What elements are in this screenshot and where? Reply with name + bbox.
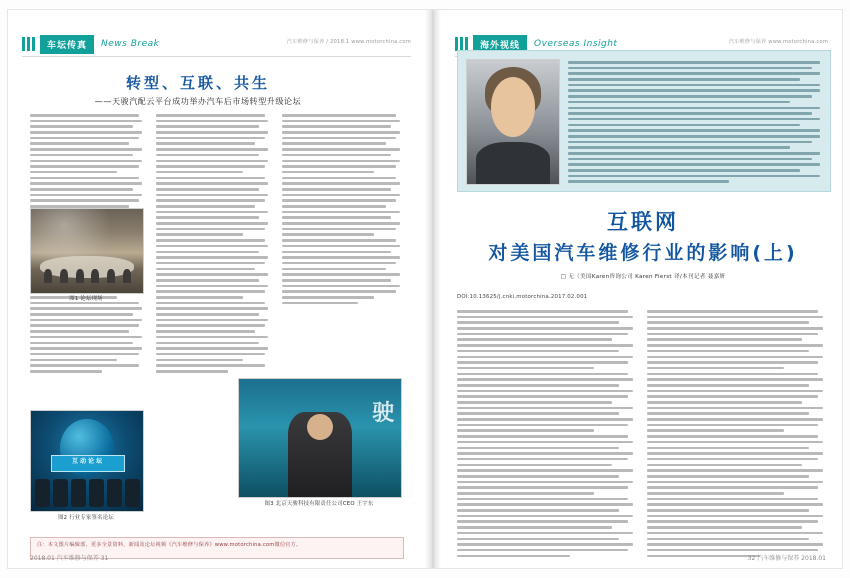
text-line (30, 114, 139, 117)
doi-text: DOI:10.13625/j.cnki.motorchina.2017.02.001 (457, 294, 588, 300)
text-line (457, 418, 633, 421)
text-line (457, 367, 594, 370)
text-line (282, 239, 396, 242)
text-line (647, 361, 818, 364)
text-line (30, 347, 142, 350)
text-line (156, 285, 268, 288)
text-line (568, 84, 820, 87)
right-column-2 (647, 310, 823, 560)
text-line (282, 165, 396, 168)
text-line (457, 532, 633, 535)
speaker-photo: 驶 (238, 378, 402, 498)
right-running-head-meta: 汽车维修与保养 www.motorchina.com (728, 39, 828, 45)
text-line (457, 492, 594, 495)
text-line (156, 142, 255, 145)
left-folio: 2018.01 汽车维修与保养 31 (30, 555, 109, 562)
text-line (457, 526, 612, 529)
text-line (282, 160, 400, 163)
text-line (457, 486, 628, 489)
text-line (457, 378, 633, 381)
text-line (282, 222, 400, 225)
text-line (568, 107, 820, 110)
text-line (647, 373, 818, 376)
text-line (457, 429, 594, 432)
text-line (647, 367, 784, 370)
text-line (156, 342, 259, 345)
right-headline-line1: 互联网 (607, 210, 679, 234)
text-line (457, 435, 628, 438)
text-line (647, 447, 809, 450)
text-line (30, 154, 133, 157)
text-line (282, 137, 396, 140)
left-running-head-bar (22, 34, 159, 54)
forum-panel-photo: 互动论坛 (30, 410, 144, 512)
text-line (647, 481, 823, 484)
text-line (156, 364, 265, 367)
text-line (457, 356, 633, 359)
text-line (568, 146, 790, 149)
text-line (30, 182, 142, 185)
text-line (647, 515, 823, 518)
text-line (457, 481, 633, 484)
spread-sheet (8, 10, 842, 568)
text-line (568, 180, 729, 183)
text-line (30, 125, 133, 128)
text-line (156, 353, 265, 356)
text-line (647, 429, 784, 432)
figure-2-caption: 图2 行业专家签名论坛 (58, 515, 114, 521)
text-line (457, 441, 633, 444)
text-line (568, 61, 820, 64)
text-line (457, 333, 628, 336)
text-line (568, 101, 790, 104)
text-line (282, 199, 396, 202)
text-line (156, 370, 228, 373)
right-section-title-cn: 海外视线 (473, 35, 527, 54)
text-line (156, 268, 255, 271)
text-line (282, 120, 400, 123)
text-line (457, 344, 633, 347)
text-line (282, 216, 391, 219)
text-line (647, 424, 818, 427)
text-line (457, 384, 619, 387)
tick-marks-icon (22, 37, 35, 51)
left-headline: 转型、互联、共生 (125, 74, 270, 92)
text-line (30, 359, 117, 362)
text-line (647, 486, 818, 489)
text-line (282, 228, 396, 231)
text-line (156, 205, 255, 208)
text-line (457, 538, 619, 541)
text-line (30, 148, 142, 151)
text-line (282, 296, 374, 299)
text-line (156, 233, 243, 236)
figure-1-caption: 图1 论坛现场 (69, 296, 103, 302)
text-line (282, 251, 391, 254)
text-line (647, 395, 818, 398)
text-line (282, 245, 400, 248)
book-gutter (425, 10, 441, 568)
text-line (457, 407, 633, 410)
text-line (156, 114, 265, 117)
text-line (156, 245, 268, 248)
text-line (457, 350, 619, 353)
text-line (156, 273, 268, 276)
author-intro-text (568, 61, 820, 186)
text-line (30, 171, 117, 174)
tick-marks-icon (455, 37, 468, 51)
text-line (30, 137, 139, 140)
text-line (282, 177, 396, 180)
text-line (457, 321, 619, 324)
text-line (156, 307, 268, 310)
text-line (568, 163, 820, 166)
text-line (647, 401, 802, 404)
left-page (8, 10, 425, 568)
text-line (30, 364, 139, 367)
text-line (457, 555, 570, 558)
text-line (282, 279, 391, 282)
text-line (568, 135, 820, 138)
text-line (647, 503, 823, 506)
text-line (156, 296, 243, 299)
text-line (282, 148, 400, 151)
text-line (647, 475, 809, 478)
text-line (156, 131, 268, 134)
text-line (30, 313, 133, 316)
left-running-head-meta: 汽车维修与保养 / 2018.1 www.motorchina.com (286, 39, 411, 45)
text-line (30, 142, 129, 145)
text-line (30, 342, 133, 345)
text-line (156, 290, 265, 293)
editor-note-text: 注：本文图片编辑部，更多全景资料，新闻及论坛视频《汽车维修与保养》www.motorchina.com微信官方。 (37, 542, 302, 548)
text-line (647, 538, 809, 541)
text-line (457, 452, 633, 455)
text-line (156, 279, 259, 282)
text-line (647, 492, 784, 495)
text-line (156, 330, 255, 333)
text-line (457, 503, 633, 506)
text-line (30, 330, 129, 333)
text-line (457, 395, 628, 398)
text-line (457, 361, 628, 364)
text-line (282, 211, 400, 214)
banquet-photo (30, 208, 144, 294)
text-line (647, 509, 809, 512)
text-line (647, 378, 823, 381)
text-line (647, 412, 809, 415)
text-line (647, 338, 802, 341)
text-line (647, 350, 809, 353)
left-column-2 (156, 114, 268, 376)
text-line (156, 194, 268, 197)
text-line (568, 169, 800, 172)
text-line (568, 118, 820, 121)
text-line (457, 543, 633, 546)
text-line (156, 256, 268, 259)
text-line (156, 228, 265, 231)
text-line (647, 458, 818, 461)
text-line (30, 194, 142, 197)
text-line (282, 262, 396, 265)
text-line (30, 324, 139, 327)
text-line (156, 251, 259, 254)
text-line (156, 324, 265, 327)
author-portrait-photo (466, 59, 560, 185)
text-line (457, 515, 633, 518)
text-line (282, 233, 374, 236)
text-line (647, 549, 818, 552)
text-line (457, 475, 619, 478)
text-line (282, 268, 386, 271)
text-line (568, 124, 800, 127)
text-line (647, 532, 823, 535)
text-line (30, 336, 142, 339)
text-line (282, 205, 386, 208)
text-line (568, 175, 820, 178)
text-line (282, 131, 400, 134)
text-line (30, 177, 139, 180)
text-line (156, 262, 265, 265)
text-line (457, 424, 628, 427)
text-line (568, 78, 800, 81)
text-line (282, 171, 374, 174)
left-subheadline: ——天骏汽配云平台成功举办汽车后市场转型升级论坛 (94, 97, 302, 106)
text-line (156, 216, 259, 219)
text-line (282, 285, 400, 288)
text-line (156, 199, 265, 202)
text-line (156, 177, 265, 180)
text-line (457, 412, 619, 415)
text-line (156, 239, 265, 242)
text-line (282, 114, 396, 117)
text-line (647, 452, 823, 455)
right-byline: □ 无（美国Karen咨询公司 Karen Fierst 译/本刊记者 聂嘉妍 (560, 274, 726, 280)
text-line (156, 154, 259, 157)
text-line (457, 458, 628, 461)
text-line (30, 160, 142, 163)
text-line (647, 344, 823, 347)
text-line (647, 441, 823, 444)
figure-3-caption: 图3 北京天骏科技有限责任公司CEO 王宇东 (264, 501, 374, 507)
text-line (282, 188, 391, 191)
text-line (282, 125, 391, 128)
text-line (156, 319, 268, 322)
text-line (30, 307, 142, 310)
text-line (156, 148, 268, 151)
text-line (282, 256, 400, 259)
right-column-1 (457, 310, 633, 560)
text-line (647, 435, 818, 438)
right-folio: 32 汽车维修与保养 2018.01 (747, 555, 826, 562)
text-line (156, 222, 268, 225)
text-line (568, 72, 820, 75)
text-line (568, 129, 820, 132)
text-line (282, 182, 400, 185)
text-line (156, 125, 259, 128)
text-line (457, 498, 628, 501)
text-line (282, 302, 358, 305)
text-line (647, 469, 823, 472)
text-line (457, 401, 612, 404)
text-line (647, 407, 823, 410)
text-line (647, 498, 818, 501)
text-line (156, 120, 268, 123)
text-line (568, 152, 820, 155)
author-intro-box (457, 50, 831, 192)
text-line (282, 273, 400, 276)
text-line (282, 142, 386, 145)
text-line (457, 464, 612, 467)
text-line (568, 95, 812, 98)
text-line (30, 199, 139, 202)
text-line (30, 131, 142, 134)
text-line (457, 390, 633, 393)
text-line (30, 319, 142, 322)
text-line (156, 359, 243, 362)
text-line (30, 188, 133, 191)
text-line (30, 353, 139, 356)
left-section-title-cn: 车坛传真 (40, 35, 94, 54)
text-line (568, 89, 820, 92)
text-line (647, 543, 823, 546)
text-line (156, 211, 268, 214)
text-line (156, 182, 268, 185)
text-line (457, 447, 619, 450)
text-line (457, 520, 628, 523)
right-headline-line2: 对美国汽车维修行业的影响(上) (488, 242, 798, 264)
text-line (647, 333, 818, 336)
text-line (457, 549, 628, 552)
text-line (156, 313, 259, 316)
text-line (156, 188, 259, 191)
text-line (282, 194, 400, 197)
text-line (156, 302, 265, 305)
text-line (156, 137, 265, 140)
text-line (568, 141, 812, 144)
text-line (647, 316, 823, 319)
text-line (568, 112, 812, 115)
text-line (647, 418, 823, 421)
text-line (30, 165, 139, 168)
text-line (647, 384, 809, 387)
text-line (30, 370, 102, 373)
left-column-3 (282, 114, 400, 307)
text-line (457, 509, 619, 512)
left-header-rule (22, 56, 411, 57)
text-line (457, 310, 628, 313)
text-line (647, 310, 818, 313)
text-line (457, 469, 633, 472)
text-line (156, 347, 268, 350)
text-line (30, 120, 142, 123)
text-line (30, 302, 139, 305)
text-line (156, 165, 265, 168)
text-line (457, 327, 633, 330)
text-line (647, 321, 809, 324)
text-line (647, 327, 823, 330)
text-line (156, 336, 268, 339)
text-line (156, 171, 243, 174)
left-running-head (8, 34, 425, 56)
text-line (568, 158, 812, 161)
text-line (647, 520, 818, 523)
text-line (457, 316, 633, 319)
text-line (647, 555, 760, 558)
text-line (568, 67, 812, 70)
text-line (647, 464, 802, 467)
right-section-title-en: Overseas Insight (534, 39, 618, 49)
text-line (457, 338, 612, 341)
text-line (457, 373, 628, 376)
text-line (156, 160, 268, 163)
text-line (647, 526, 802, 529)
right-page (441, 10, 842, 568)
text-line (647, 390, 823, 393)
left-section-title-en: News Break (101, 39, 160, 49)
text-line (647, 356, 823, 359)
text-line (282, 290, 396, 293)
text-line (282, 154, 391, 157)
